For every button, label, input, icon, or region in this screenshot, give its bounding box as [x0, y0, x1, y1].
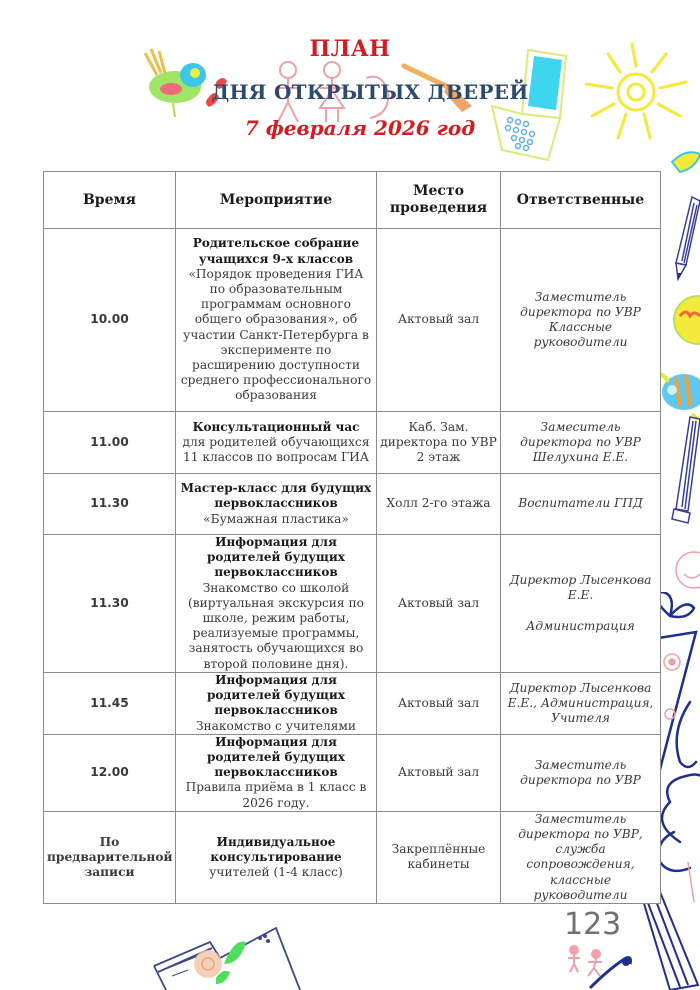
- event-text: Знакомство с учителями: [195, 718, 357, 733]
- responsible-line: Воспитатели ГПД: [518, 496, 643, 511]
- responsible-line: Директор Лысенкова Е.Е., Администрация, Учителя: [507, 680, 654, 725]
- row-place: Закреплённые кабинеты: [377, 811, 501, 903]
- table-row: [44, 811, 661, 903]
- table-row: [44, 412, 661, 474]
- row-event: [176, 734, 377, 811]
- row-place: Каб. Зам. директора по УВР 2 этаж: [377, 412, 501, 474]
- header-event: Мероприятие: [176, 172, 377, 229]
- row-responsible: [501, 412, 661, 474]
- responsible-line: Классные руководители: [533, 320, 628, 350]
- row-place: Актовый зал: [377, 535, 501, 673]
- event-text: Знакомство со школой (виртуальная экскурсия по школе, режим работы, реализуемые программы, занятость обучающихся во второй половине дня).: [188, 580, 364, 671]
- pencil-illustration-2: [664, 415, 700, 525]
- row-time: 11.45: [44, 672, 176, 734]
- header-time: Время: [44, 172, 176, 229]
- spacer: [504, 604, 657, 619]
- row-time: 10.00: [44, 229, 176, 412]
- event-text: для родителей обучающихся 11 классов по вопросам ГИА: [182, 434, 370, 465]
- table-row: [44, 734, 661, 811]
- book-rose-illustration: [150, 918, 310, 990]
- responsible-line: Шелухина Е.Е.: [532, 450, 629, 465]
- butterfly-illustration: [668, 148, 700, 182]
- smiley-illustration: [668, 550, 700, 590]
- event-text: Правила приёма в 1 класс в 2026 году.: [185, 780, 367, 810]
- event-title: Родительское собрание учащихся 9-х классов: [192, 236, 360, 266]
- event-title: Консультационный час: [192, 419, 360, 434]
- row-event: [176, 811, 377, 903]
- row-responsible: [501, 474, 661, 535]
- event-title: Информация для родителей будущих первоклассников: [207, 535, 345, 580]
- row-responsible: [501, 811, 661, 903]
- table-row: [44, 672, 661, 734]
- row-event: [176, 535, 377, 673]
- plan-subtitle: ДНЯ ОТКРЫТЫХ ДВЕРЕЙ: [211, 80, 529, 104]
- table-row: [44, 535, 661, 673]
- row-time: 11.30: [44, 535, 176, 673]
- row-responsible: [501, 229, 661, 412]
- responsible-line: Заместитель директора по УВР, служба сопровождения, классные руководители: [518, 811, 643, 902]
- row-time: 11.00: [44, 412, 176, 474]
- row-time: 12.00: [44, 734, 176, 811]
- row-time: 11.30: [44, 474, 176, 535]
- event-title: Информация для родителей будущих первоклассников: [207, 734, 345, 780]
- table-header-row: [44, 172, 661, 229]
- table-row: [44, 229, 661, 412]
- responsible-line: Директор Лысенкова Е.Е.: [509, 573, 652, 603]
- row-event: [176, 474, 377, 535]
- numbers-doodle: [560, 900, 640, 990]
- row-place: Актовый зал: [377, 734, 501, 811]
- row-place: Актовый зал: [377, 229, 501, 412]
- header-responsible: Ответственные: [501, 172, 661, 229]
- header-place: Место проведения: [377, 172, 501, 229]
- event-title: Индивидуальное консультирование: [210, 834, 342, 864]
- event-title: Информация для родителей будущих первоклассников: [207, 672, 345, 718]
- table-row: [44, 474, 661, 535]
- apple-illustration: [670, 290, 700, 350]
- event-title: Мастер-класс для будущих первоклассников: [180, 481, 372, 511]
- row-place: Актовый зал: [377, 672, 501, 734]
- row-responsible: [501, 535, 661, 673]
- pencil-illustration: [666, 195, 700, 285]
- row-event: [176, 672, 377, 734]
- schedule-table: [43, 171, 661, 904]
- plan-title: ПЛАН: [309, 36, 391, 62]
- row-event: [176, 229, 377, 412]
- plan-date: 7 февраля 2026 год: [244, 116, 476, 140]
- row-place: Холл 2-го этажа: [377, 474, 501, 535]
- event-text: учителей (1-4 класс): [209, 865, 343, 880]
- row-event: [176, 412, 377, 474]
- row-responsible: [501, 672, 661, 734]
- responsible-line: Замеситель директора по УВР: [520, 419, 641, 449]
- row-time: По предварительной записи: [44, 811, 176, 903]
- event-text: «Бумажная пластика»: [203, 511, 349, 526]
- responsible-line: Заместитель директора по УВР: [520, 757, 641, 787]
- responsible-line: Администрация: [526, 618, 635, 633]
- laptop-illustration: [488, 46, 570, 164]
- event-text: «Порядок проведения ГИА по образовательным программам основного общего образования», об участии Санкт-Петербурга в эксперименте по расширению доступности среднего профессионального образования: [180, 266, 372, 403]
- responsible-line: Заместитель директора по УВР: [520, 289, 641, 319]
- numbers-doodle-text: 123: [564, 907, 622, 942]
- row-responsible: [501, 734, 661, 811]
